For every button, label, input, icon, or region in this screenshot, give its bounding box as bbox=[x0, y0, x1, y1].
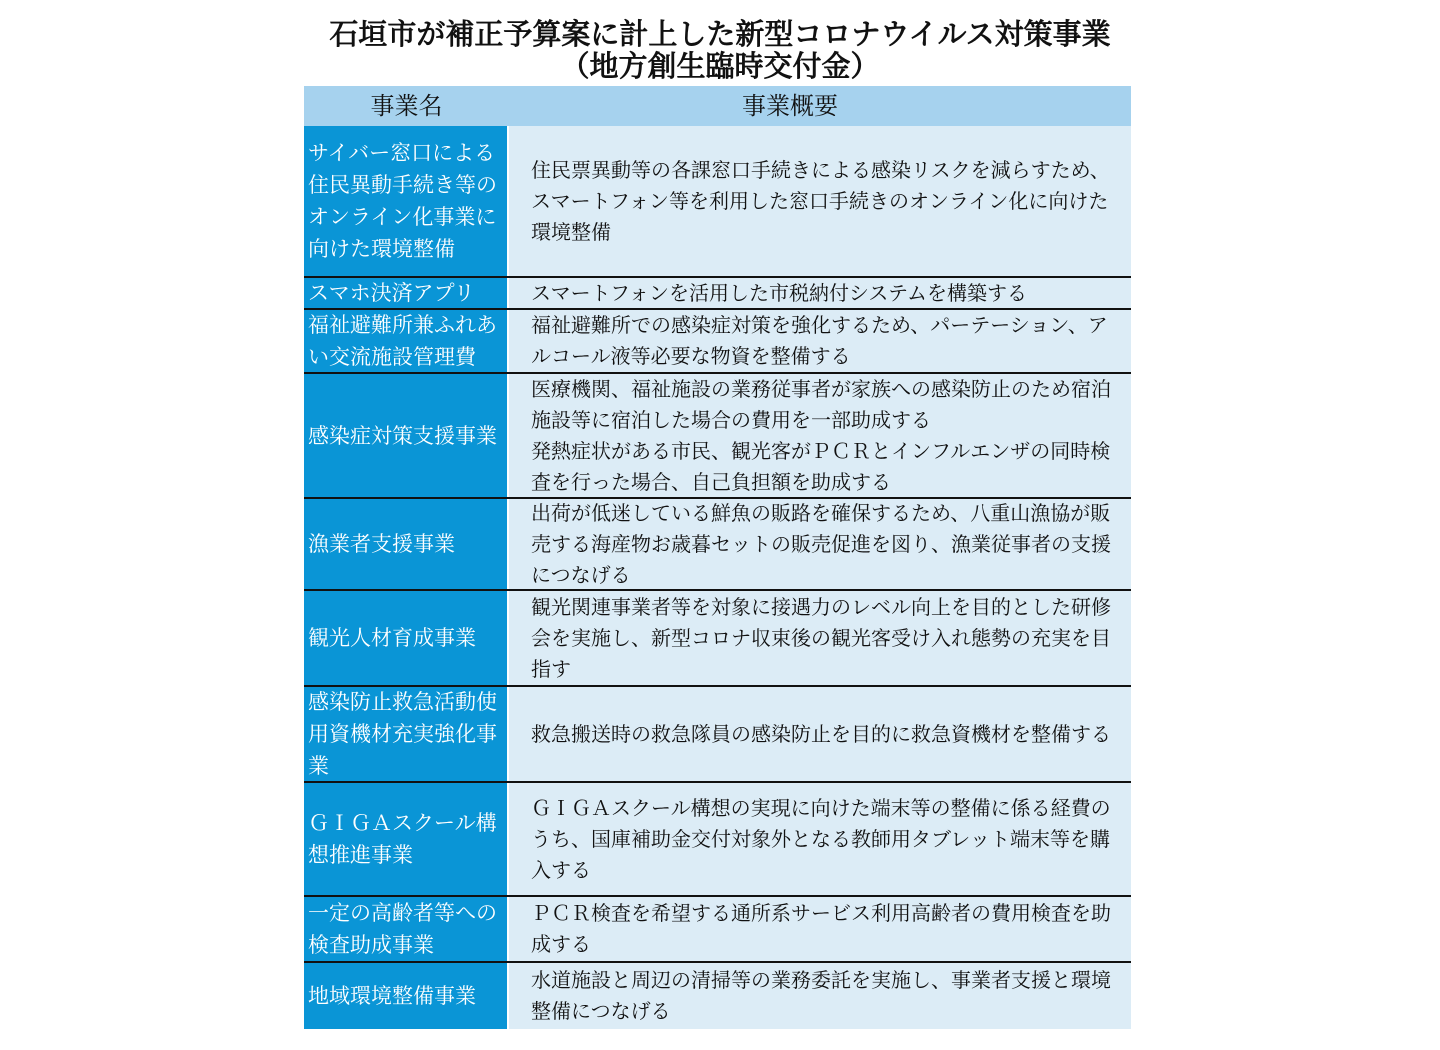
title-line-1: 石垣市が補正予算案に計上した新型コロナウイルス対策事業 bbox=[329, 17, 1111, 51]
project-desc-part-1: 医療機関、福祉施設の業務従事者が家族への感染防止のため宿泊施設等に宿泊した場合の費用を一部助成する bbox=[531, 376, 1111, 432]
table-row bbox=[304, 687, 1131, 783]
project-name: 福祉避難所兼ふれあい交流施設管理費 bbox=[304, 310, 509, 372]
table-row bbox=[304, 374, 1131, 499]
table-row bbox=[304, 963, 1131, 1029]
header-desc: 事業概要 bbox=[742, 92, 838, 120]
project-desc: 救急搬送時の救急隊員の感染防止を目的に救急資機材を整備する bbox=[509, 687, 1131, 781]
project-desc: 観光関連事業者等を対象に接遇力のレベル向上を目的とした研修会を実施し、新型コロナ収束後の観光客受け入れ態勢の充実を目指す bbox=[509, 591, 1131, 685]
project-name: 漁業者支援事業 bbox=[304, 499, 509, 589]
table-row bbox=[304, 499, 1131, 591]
project-desc-part-2: 発熱症状がある市民、観光客がＰＣＲとインフルエンザの同時検査を行った場合、自己負担額を助成する bbox=[531, 438, 1111, 494]
project-desc: 水道施設と周辺の清掃等の業務委託を実施し、事業者支援と環境整備につなげる bbox=[509, 963, 1131, 1029]
project-name: スマホ決済アプリ bbox=[304, 278, 509, 308]
table-row bbox=[304, 126, 1131, 278]
project-desc: ＧＩＧＡスクール構想の実現に向けた端末等の整備に係る経費のうち、国庫補助金交付対象外となる教師用タブレット端末等を購入する bbox=[509, 783, 1131, 895]
project-name: 地域環境整備事業 bbox=[304, 963, 509, 1029]
table-row bbox=[304, 310, 1131, 374]
table-row bbox=[304, 591, 1131, 687]
table-header bbox=[304, 86, 1131, 126]
projects-table bbox=[304, 86, 1131, 1029]
project-name: 感染防止救急活動使用資機材充実強化事業 bbox=[304, 687, 509, 781]
title-line-2: （地方創生臨時交付金） bbox=[560, 49, 880, 83]
project-name: 感染症対策支援事業 bbox=[304, 374, 509, 497]
project-name: 観光人材育成事業 bbox=[304, 591, 509, 685]
project-name: ＧＩＧＡスクール構想推進事業 bbox=[304, 783, 509, 895]
table-row bbox=[304, 897, 1131, 963]
table-row bbox=[304, 783, 1131, 897]
project-desc bbox=[509, 374, 1131, 497]
project-desc: 福祉避難所での感染症対策を強化するため、パーテーション、アルコール液等必要な物資を整備する bbox=[509, 310, 1131, 372]
header-name: 事業名 bbox=[370, 92, 443, 120]
project-name: 一定の高齢者等への検査助成事業 bbox=[304, 897, 509, 961]
project-name: サイバー窓口による住民異動手続き等のオンライン化事業に向けた環境整備 bbox=[304, 126, 509, 276]
page-title bbox=[290, 18, 1150, 82]
table-row bbox=[304, 278, 1131, 310]
project-desc: スマートフォンを活用した市税納付システムを構築する bbox=[509, 278, 1131, 308]
project-desc: 住民票異動等の各課窓口手続きによる感染リスクを減らすため、スマートフォン等を利用した窓口手続きのオンライン化に向けた環境整備 bbox=[509, 126, 1131, 276]
project-desc: 出荷が低迷している鮮魚の販路を確保するため、八重山漁協が販売する海産物お歳暮セットの販売促進を図り、漁業従事者の支援につなげる bbox=[509, 499, 1131, 589]
project-desc: ＰＣＲ検査を希望する通所系サービス利用高齢者の費用検査を助成する bbox=[509, 897, 1131, 961]
